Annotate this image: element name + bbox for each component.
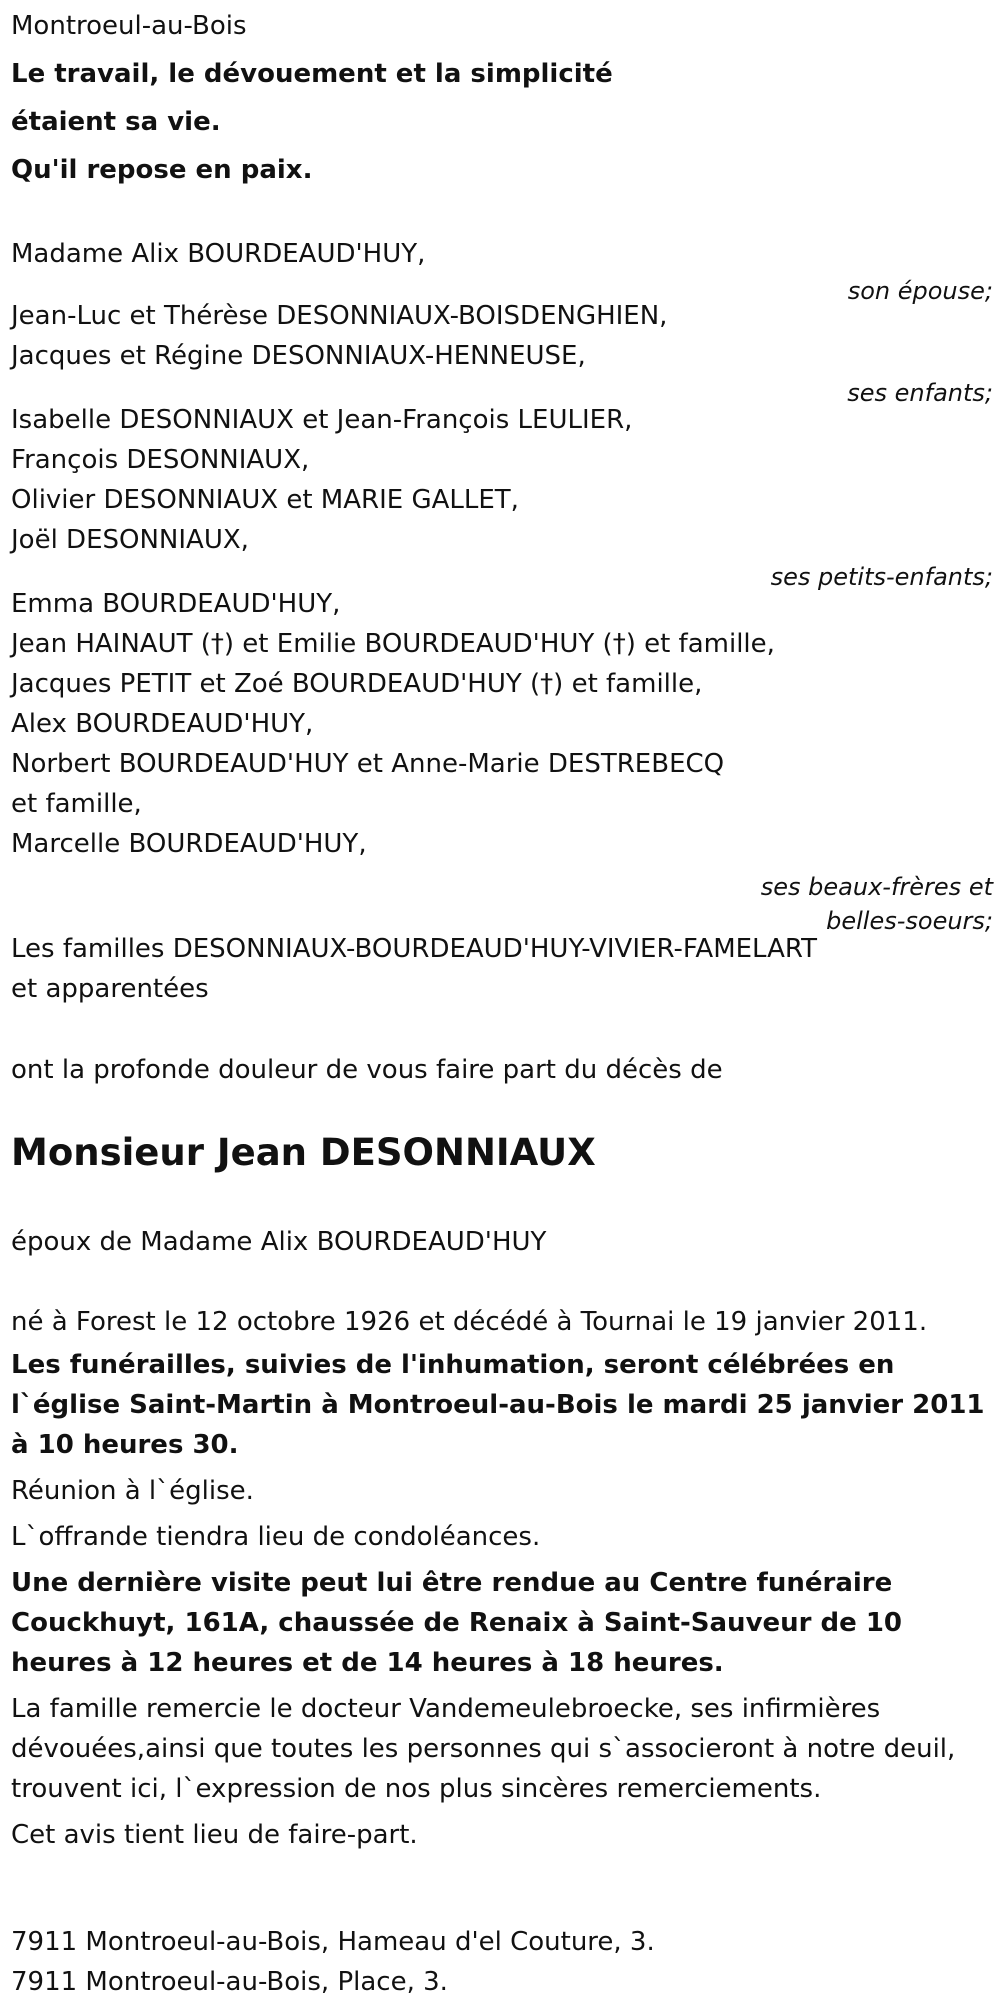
family-name: et famille,	[11, 789, 142, 819]
birth-death-line: né à Forest le 12 octobre 1926 et décédé à Tournai le 19 janvier 2011.	[11, 1307, 928, 1337]
children-group	[11, 296, 993, 410]
families-group	[11, 929, 993, 1009]
funeral-info: Les funérailles, suivies de l'inhumation, seront célébrées en l`église Saint-Martin à Montroeul-au-Bois le mardi 25 janvier 2011 à 10 heures 30.	[11, 1350, 985, 1460]
family-name: Jean-Luc et Thérèse DESONNIAUX-BOISDENGHIEN,	[11, 301, 668, 331]
meeting-info: Réunion à l`église.	[11, 1476, 254, 1506]
family-name: Alex BOURDEAUD'HUY,	[11, 709, 314, 739]
deceased-spouse-line: époux de Madame Alix BOURDEAUD'HUY	[11, 1227, 547, 1257]
family-name: François DESONNIAUX,	[11, 445, 310, 475]
deceased-name-block	[11, 1130, 993, 1176]
deceased-spouse-block	[11, 1222, 993, 1262]
family-name: Jean HAINAUT (†) et Emilie BOURDEAUD'HUY (†) et famille,	[11, 629, 775, 659]
family-name: Jacques et Régine DESONNIAUX-HENNEUSE,	[11, 341, 586, 371]
family-name: Olivier DESONNIAUX et MARIE GALLET,	[11, 485, 519, 515]
birth-death-block	[11, 1302, 993, 1342]
grandchildren-group	[11, 400, 993, 594]
quote-line-1: Le travail, le dévouement et la simplicité	[11, 59, 613, 89]
family-name: Norbert BOURDEAUD'HUY et Anne-Marie DESTREBECQ	[11, 749, 725, 779]
address-line: 7911 Montroeul-au-Bois, Place, 3.	[11, 1967, 448, 1997]
ceremony	[11, 1345, 993, 1855]
visit-info: Une dernière visite peut lui être rendue au Centre funéraire Couckhuyt, 161A, chaussée de Renaix à Saint-Sauveur de 10 heures à 12 heures et de 14 heures à 18 heures.	[11, 1568, 903, 1678]
quote-line-2: étaient sa vie.	[11, 107, 221, 137]
family-name: Jacques PETIT et Zoé BOURDEAUD'HUY (†) et famille,	[11, 669, 703, 699]
header	[11, 6, 993, 190]
relation-label: son épouse;	[847, 277, 993, 305]
addresses	[11, 1922, 993, 2002]
deceased-name: Monsieur Jean DESONNIAUX	[11, 1131, 596, 1174]
family-name: Les familles DESONNIAUX-BOURDEAUD'HUY-VIVIER-FAMELART	[11, 934, 817, 964]
relation-label: ses beaux-frères et	[760, 873, 993, 901]
location: Montroeul-au-Bois	[11, 11, 247, 41]
quote-line-3: Qu'il repose en paix.	[11, 155, 313, 185]
relation-label: belles-soeurs;	[826, 907, 993, 935]
announcement-text: ont la profonde douleur de vous faire part du décès de	[11, 1055, 723, 1085]
family-name: et apparentées	[11, 974, 209, 1004]
family-name: Isabelle DESONNIAUX et Jean-François LEULIER,	[11, 405, 633, 435]
family-name: Madame Alix BOURDEAUD'HUY,	[11, 239, 426, 269]
announcement	[11, 1050, 993, 1090]
thanks-text: La famille remercie le docteur Vandemeulebroecke, ses infirmières dévouées,ainsi que toutes les personnes qui s`associeront à notre deuil, trouvent ici, l`expression de nos plus sincères remerciements.	[11, 1694, 956, 1804]
address-line: 7911 Montroeul-au-Bois, Hameau d'el Couture, 3.	[11, 1927, 655, 1957]
in-laws-group	[11, 584, 993, 938]
relation-label: ses petits-enfants;	[770, 563, 993, 591]
family-name: Joël DESONNIAUX,	[11, 525, 249, 555]
family-name: Marcelle BOURDEAUD'HUY,	[11, 829, 367, 859]
family-name: Emma BOURDEAUD'HUY,	[11, 589, 341, 619]
relation-label: ses enfants;	[847, 379, 993, 407]
notice-text: Cet avis tient lieu de faire-part.	[11, 1820, 418, 1850]
offering-info: L`offrande tiendra lieu de condoléances.	[11, 1522, 541, 1552]
